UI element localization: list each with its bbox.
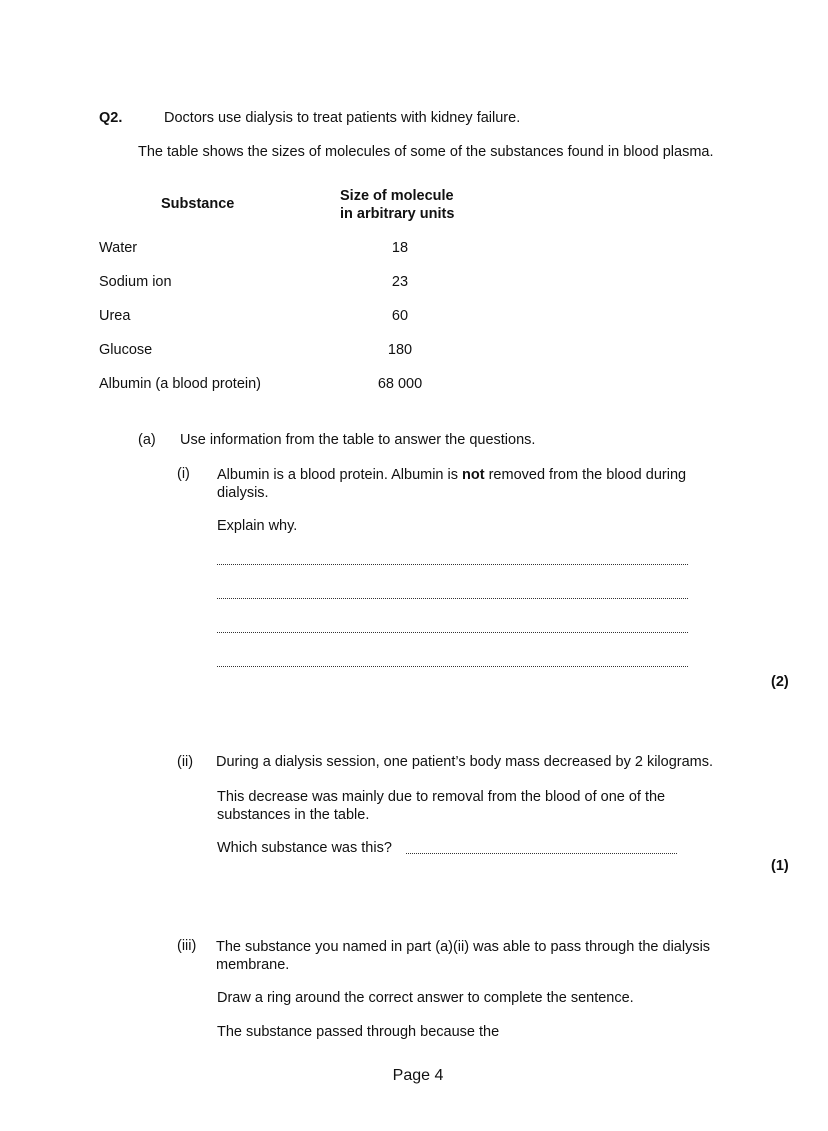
part-a-i-text-start: Albumin is a blood protein. Albumin is (217, 467, 463, 483)
part-a-ii-text2: This decrease was mainly due to removal from the blood of one of the substances in the table. (217, 789, 666, 823)
part-a-iii-text: The substance you named in part (a)(ii) was able to pass through the dialysis membrane. (216, 939, 711, 973)
page-number: Page 4 (392, 1067, 444, 1084)
table-cell-size: 18 (391, 240, 409, 256)
answer-line[interactable] (406, 853, 677, 854)
table-intro: The table shows the sizes of molecules of some of the substances found in blood plasma. (138, 144, 714, 160)
part-a-i-bold-word: not (462, 467, 485, 483)
table-header-size-line2: in arbitrary units (340, 206, 455, 222)
part-a-i-label: (i) (177, 466, 190, 482)
question-intro: Doctors use dialysis to treat patients with kidney failure. (164, 110, 521, 126)
table-cell-substance: Water (99, 240, 138, 256)
part-a-label: (a) (138, 432, 156, 448)
answer-line[interactable] (217, 632, 688, 633)
part-a-ii-text: During a dialysis session, one patient’s body mass decreased by 2 kilograms. (216, 754, 714, 770)
part-a-ii-prompt: Which substance was this? (217, 840, 392, 856)
part-a-instruction: Use information from the table to answer the questions. (180, 432, 536, 448)
table-cell-substance: Glucose (99, 342, 153, 358)
part-a-iii-sentence: The substance passed through because the (217, 1024, 500, 1040)
answer-line[interactable] (217, 564, 688, 565)
table-cell-substance: Urea (99, 308, 131, 324)
question-number: Q2. (99, 110, 123, 126)
part-a-ii-label: (ii) (177, 754, 194, 770)
marks-badge: (1) (771, 858, 789, 874)
part-a-i-text (217, 466, 722, 502)
table-header-substance: Substance (161, 196, 235, 212)
part-a-i-prompt: Explain why. (217, 518, 298, 534)
table-cell-size: 180 (387, 342, 413, 358)
table-cell-size: 23 (391, 274, 409, 290)
table-cell-substance: Sodium ion (99, 274, 172, 290)
part-a-iii-instruction: Draw a ring around the correct answer to complete the sentence. (217, 990, 634, 1006)
answer-line[interactable] (217, 598, 688, 599)
table-cell-substance: Albumin (a blood protein) (99, 376, 262, 392)
part-a-iii-label: (iii) (177, 938, 197, 954)
table-cell-size: 60 (391, 308, 409, 324)
part-a-i-text-end: removed from the blood during dialysis. (217, 467, 687, 501)
marks-badge: (2) (771, 674, 789, 690)
table-header-size-line1: Size of molecule (340, 188, 454, 204)
table-cell-size: 68 000 (377, 376, 423, 392)
answer-line[interactable] (217, 666, 688, 667)
table-header-size (340, 187, 454, 223)
